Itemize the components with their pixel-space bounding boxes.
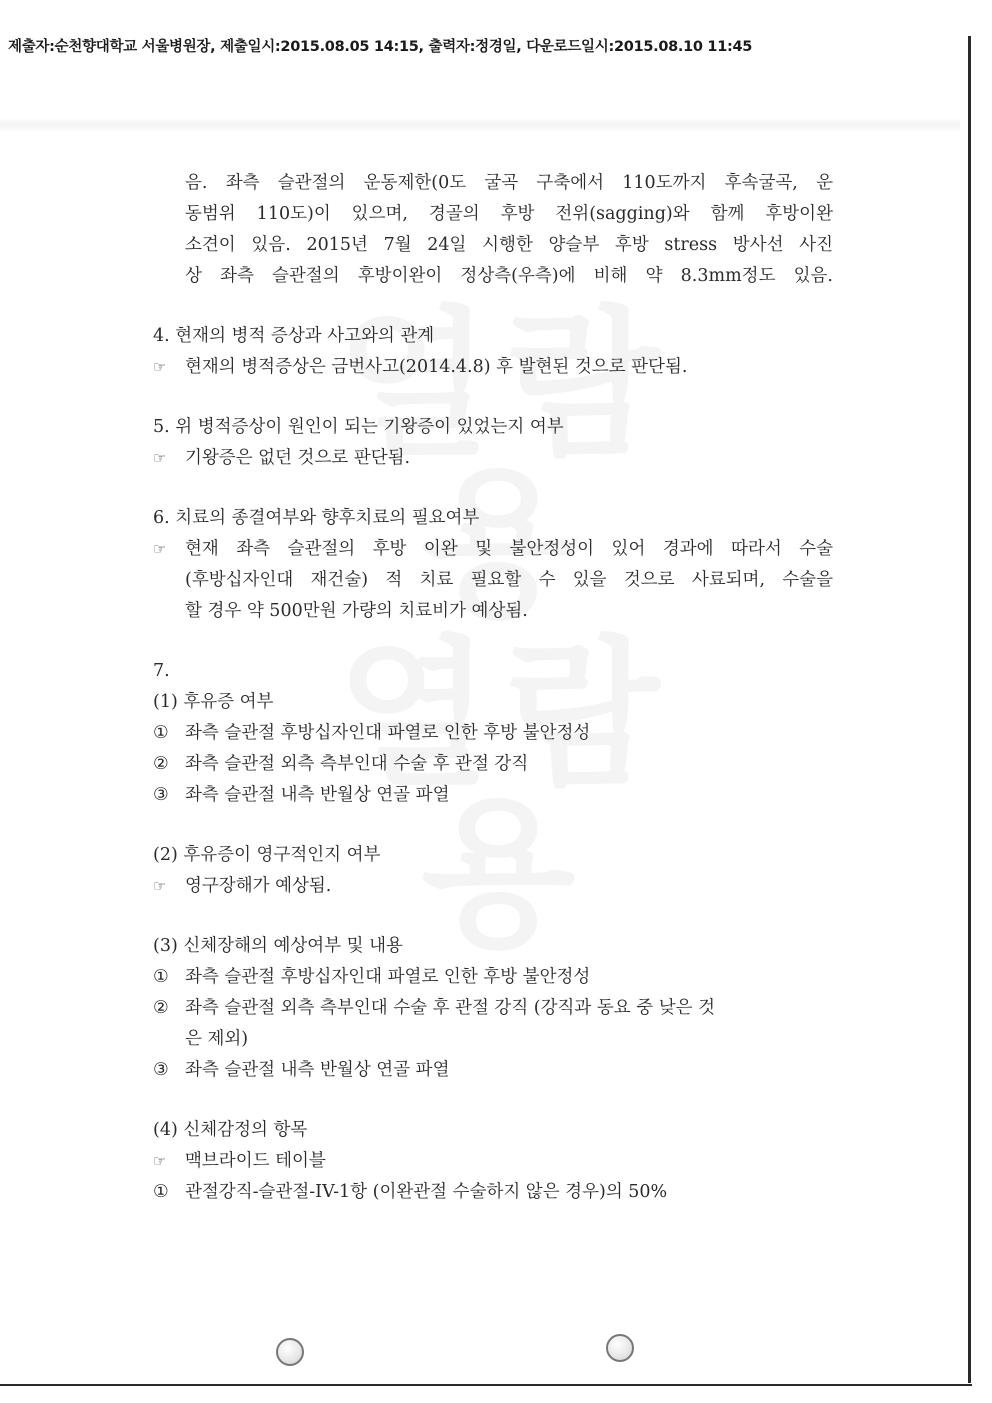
text-line: (후방십자인대 재건술) 적 치료 필요할 수 있을 것으로 사료되며, 수술을: [185, 570, 833, 590]
item-text: 좌측 슬관절 후방십자인대 파열로 인한 후방 불안정성: [185, 723, 591, 743]
document-body: [153, 168, 833, 1208]
item-text: 관절강직-슬관절-IV-1항 (이완관절 수술하지 않은 경우)의 50%: [185, 1182, 668, 1202]
item-number: ②: [153, 998, 169, 1018]
item-number: ③: [153, 1060, 169, 1080]
item-number: ②: [153, 754, 169, 774]
section-6-title: 6. 치료의 종결여부와 향후치료의 필요여부: [153, 508, 480, 528]
list-item: [153, 993, 833, 1024]
pointing-hand-icon: ☞: [153, 449, 167, 467]
text-line: 할 경우 약 500만원 가량의 치료비가 예상됨.: [185, 601, 528, 621]
page-border-right: [968, 36, 971, 1383]
section-5-answer: [153, 443, 833, 474]
text-line: 소견이 있음. 2015년 7월 24일 시행한 양슬부 후방 stress 방사선 사진: [185, 235, 833, 255]
section-5-title: 5. 위 병적증상이 원인이 되는 기왕증이 있었는지 여부: [153, 417, 564, 437]
section-6-answer: [153, 534, 833, 565]
pointing-hand-icon: ☞: [153, 540, 167, 558]
binder-hole-left: [276, 1338, 304, 1366]
list-item: [153, 962, 833, 993]
pointing-hand-icon: ☞: [153, 358, 167, 376]
subsection-4-answer: [153, 1146, 833, 1177]
intro-paragraph: [153, 168, 833, 292]
answer-text: 기왕증은 없던 것으로 판단됨.: [185, 448, 411, 468]
item-text: 좌측 슬관절 외측 측부인대 수술 후 관절 강직 (강직과 동요 중 낮은 것: [185, 998, 716, 1018]
answer-text: 현재 좌측 슬관절의 후방 이완 및 불안정성이 있어 경과에 따라서 수술: [185, 539, 833, 559]
item-number: ③: [153, 785, 169, 805]
list-item: [153, 718, 833, 749]
section-4-answer: [153, 352, 833, 383]
item-number: ①: [153, 1182, 169, 1202]
list-item: [153, 1177, 833, 1208]
list-item: [153, 749, 833, 780]
item-number: ①: [153, 967, 169, 987]
answer-text: 현재의 병적증상은 금번사고(2014.4.8) 후 발현된 것으로 판단됨.: [185, 357, 688, 377]
section-7-title: 7.: [153, 661, 170, 681]
subsection-2-title: (2) 후유증이 영구적인지 여부: [153, 845, 381, 865]
list-item: [153, 780, 833, 811]
pointing-hand-icon: ☞: [153, 1152, 167, 1170]
item-text: 좌측 슬관절 외측 측부인대 수술 후 관절 강직: [185, 754, 529, 774]
submission-header: 제출자:순천향대학교 서울병원장, 제출일시:2015.08.05 14:15, 출력자:정경일, 다운로드일시:2015.08.10 11:45: [8, 39, 753, 55]
text-line: 동범위 110도)이 있으며, 경골의 후방 전위(sagging)와 함께 후방이완: [185, 204, 833, 224]
answer-text: 영구장해가 예상됨.: [185, 876, 332, 896]
text-line: 음. 좌측 슬관절의 운동제한(0도 굴곡 구축에서 110도까지 후속굴곡, 운: [185, 173, 833, 193]
answer-text: 맥브라이드 테이블: [185, 1151, 326, 1171]
pointing-hand-icon: ☞: [153, 877, 167, 895]
item-text: 좌측 슬관절 후방십자인대 파열로 인한 후방 불안정성: [185, 967, 591, 987]
subsection-2-answer: [153, 871, 833, 902]
page-border-bottom: [0, 1384, 972, 1386]
scan-artifact-band: [0, 118, 960, 132]
subsection-4-title: (4) 신체감정의 항목: [153, 1120, 308, 1140]
subsection-3-title: (3) 신체장해의 예상여부 및 내용: [153, 936, 403, 956]
item-text: 좌측 슬관절 내측 반월상 연골 파열: [185, 785, 450, 805]
list-item-continuation: 은 제외): [185, 1029, 249, 1049]
subsection-1-title: (1) 후유증 여부: [153, 692, 274, 712]
item-number: ①: [153, 723, 169, 743]
section-4-title: 4. 현재의 병적 증상과 사고와의 관계: [153, 326, 435, 346]
item-text: 좌측 슬관절 내측 반월상 연골 파열: [185, 1060, 450, 1080]
text-line: 상 좌측 슬관절의 후방이완이 정상측(우측)에 비해 약 8.3mm정도 있음.: [185, 266, 833, 286]
binder-hole-right: [606, 1334, 634, 1362]
list-item: [153, 1055, 833, 1086]
